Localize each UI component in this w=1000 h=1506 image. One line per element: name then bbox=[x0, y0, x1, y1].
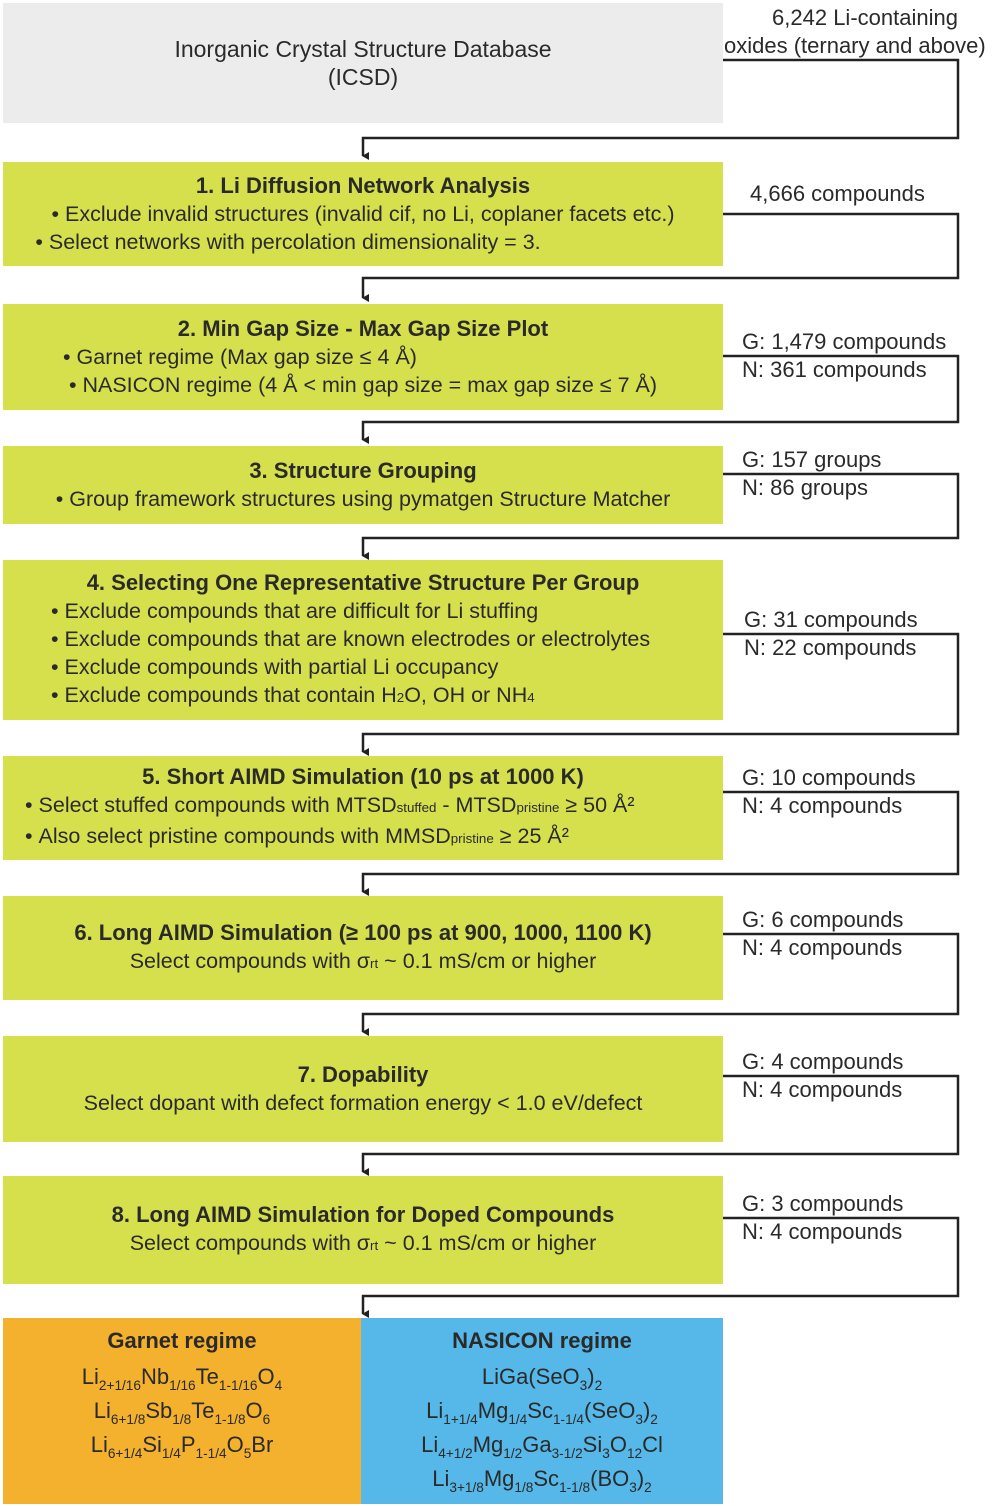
garnet-formula bbox=[3, 1360, 361, 1394]
step-5-bullet-2-text: Also select pristine compounds with MMSD bbox=[38, 824, 451, 848]
formula-element: Li bbox=[426, 1398, 444, 1423]
formula-element: Li bbox=[432, 1466, 450, 1491]
step-1-bullet-1: • Exclude invalid structures (invalid cif, no Li, coplaner facets etc.) bbox=[3, 200, 723, 228]
formula-element: O bbox=[226, 1432, 244, 1457]
step-3-count-line2: N: 86 groups bbox=[742, 475, 868, 500]
step-5-bullet-2-post: ≥ 25 Å² bbox=[493, 824, 569, 848]
step-8-count-line2: N: 4 compounds bbox=[742, 1219, 903, 1244]
nasicon-formula bbox=[361, 1462, 723, 1496]
icsd-abbrev: (ICSD) bbox=[327, 64, 399, 90]
garnet-formula-list bbox=[3, 1360, 361, 1462]
formula-subscript: 2+1/16 bbox=[98, 1378, 141, 1394]
nasicon-formula bbox=[361, 1360, 723, 1394]
formula-element: Mg bbox=[483, 1466, 515, 1491]
step-4-box bbox=[3, 560, 723, 720]
formula-subscript: 1/4 bbox=[508, 1412, 528, 1428]
initial-count-line1: 6,242 Li-containing bbox=[772, 5, 958, 30]
step-1-count-line1: 4,666 compounds bbox=[750, 181, 925, 206]
step-7-count bbox=[742, 1048, 903, 1104]
formula-subscript: 3 bbox=[635, 1412, 643, 1428]
formula-element: Sc bbox=[527, 1398, 553, 1423]
formula-element: LiGa(SeO bbox=[481, 1364, 580, 1389]
step-8-line bbox=[3, 1229, 723, 1260]
formula-subscript: 5 bbox=[243, 1446, 252, 1462]
formula-subscript: 1/8 bbox=[514, 1480, 534, 1496]
step-7-box bbox=[3, 1036, 723, 1142]
step-5-bullet-1 bbox=[25, 791, 723, 822]
formula-subscript: 1-1/8 bbox=[559, 1480, 591, 1496]
step-2-title: 2. Min Gap Size - Max Gap Size Plot bbox=[177, 316, 549, 341]
formula-element: (BO bbox=[590, 1466, 630, 1491]
formula-element: Te bbox=[195, 1364, 219, 1389]
garnet-formula bbox=[3, 1428, 361, 1462]
formula-subscript: 3+1/8 bbox=[449, 1480, 484, 1496]
step-4-bullet-4-text-post: O, OH or NH bbox=[404, 682, 528, 707]
step-6-count-line2: N: 4 compounds bbox=[742, 935, 903, 960]
step-4-count-line1: G: 31 compounds bbox=[744, 607, 918, 632]
formula-subscript: 1/8 bbox=[172, 1412, 192, 1428]
step-6-box bbox=[3, 896, 723, 1000]
formula-subscript: 2 bbox=[644, 1480, 652, 1496]
step-3-box bbox=[3, 446, 723, 524]
garnet-formula bbox=[3, 1394, 361, 1428]
step-2-count-line1: G: 1,479 compounds bbox=[742, 329, 947, 354]
formula-subscript: 1+1/4 bbox=[443, 1412, 478, 1428]
step-4-bullet-1: • Exclude compounds that are difficult for Li stuffing bbox=[51, 597, 723, 625]
formula-element: ) bbox=[642, 1398, 651, 1423]
garnet-regime-title: Garnet regime bbox=[107, 1328, 257, 1353]
step-6-line-post: ~ 0.1 mS/cm or higher bbox=[378, 948, 597, 973]
step-5-count bbox=[742, 764, 916, 820]
step-6-line bbox=[3, 947, 723, 978]
icsd-box bbox=[3, 3, 723, 123]
step-6-title: 6. Long AIMD Simulation (≥ 100 ps at 900, 1000, 1100 K) bbox=[74, 919, 652, 945]
step-1-bullet-2: • Select networks with percolation dimensionality = 3. bbox=[3, 228, 573, 256]
formula-subscript: 2 bbox=[650, 1412, 658, 1428]
formula-element: Si bbox=[142, 1432, 162, 1457]
step-5-bullet-1-post: ≥ 50 Å² bbox=[559, 793, 635, 817]
step-2-box bbox=[3, 304, 723, 410]
icsd-title: Inorganic Crystal Structure Database bbox=[174, 36, 552, 62]
step-6-count bbox=[742, 906, 903, 962]
step-4-bullet-3: • Exclude compounds with partial Li occupancy bbox=[51, 653, 723, 681]
formula-element: (SeO bbox=[584, 1398, 636, 1423]
formula-element: ) bbox=[587, 1364, 595, 1389]
step-6-line-text: Select compounds with σ bbox=[129, 948, 371, 973]
step-5-bullet-2 bbox=[25, 822, 723, 853]
step-5-count-line1: G: 10 compounds bbox=[742, 765, 916, 790]
garnet-regime-box bbox=[3, 1318, 361, 1504]
step-4-bullet-4-sub2: 4 bbox=[527, 689, 535, 705]
formula-element: P bbox=[180, 1432, 196, 1457]
formula-subscript: 2 bbox=[594, 1378, 603, 1394]
step-5-bullet-1-text: Select stuffed compounds with MTSD bbox=[38, 793, 397, 817]
step-4-bullet-4 bbox=[51, 681, 723, 712]
formula-element: Mg bbox=[472, 1432, 504, 1457]
formula-element: ) bbox=[636, 1466, 645, 1491]
formula-element: O bbox=[609, 1432, 627, 1457]
step-5-sub-pristine-2: pristine bbox=[450, 831, 494, 846]
step-8-title: 8. Long AIMD Simulation for Doped Compounds bbox=[111, 1201, 615, 1227]
formula-element: Ga bbox=[522, 1432, 552, 1457]
formula-element: O bbox=[245, 1398, 263, 1423]
nasicon-formula bbox=[361, 1428, 723, 1462]
step-5-box bbox=[3, 756, 723, 860]
step-5-sub-pristine: pristine bbox=[516, 800, 560, 815]
step-4-count-line2: N: 22 compounds bbox=[744, 635, 917, 660]
formula-subscript: 1/2 bbox=[503, 1446, 523, 1462]
step-6-count-line1: G: 6 compounds bbox=[742, 907, 904, 932]
step-4-title: 4. Selecting One Representative Structure Per Group bbox=[86, 569, 640, 595]
nasicon-formula-list bbox=[361, 1360, 723, 1496]
formula-element: Sb bbox=[145, 1398, 173, 1423]
step-1-count bbox=[750, 180, 925, 208]
formula-subscript: 1-1/8 bbox=[214, 1412, 246, 1428]
step-1-box bbox=[3, 162, 723, 266]
formula-element: Sc bbox=[533, 1466, 560, 1491]
formula-subscript: 3 bbox=[579, 1378, 588, 1394]
formula-element: Te bbox=[191, 1398, 215, 1423]
formula-element: Li bbox=[421, 1432, 439, 1457]
formula-element: Mg bbox=[477, 1398, 509, 1423]
step-6-sub-rt: rt bbox=[370, 955, 379, 971]
step-7-count-line2: N: 4 compounds bbox=[742, 1077, 903, 1102]
formula-subscript: 1-1/4 bbox=[552, 1412, 585, 1428]
step-2-count bbox=[742, 328, 946, 384]
step-7-title: 7. Dopability bbox=[297, 1062, 429, 1087]
formula-subscript: 1/16 bbox=[169, 1378, 196, 1394]
step-4-bullet-2: • Exclude compounds that are known electrodes or electrolytes bbox=[51, 625, 723, 653]
step-8-count bbox=[742, 1190, 903, 1246]
nasicon-formula bbox=[361, 1394, 723, 1428]
step-5-title: 5. Short AIMD Simulation (10 ps at 1000 K) bbox=[142, 764, 584, 789]
step-5-sub-stuffed: stuffed bbox=[396, 800, 437, 815]
step-4-count bbox=[744, 606, 918, 662]
formula-element: Nb bbox=[140, 1364, 170, 1389]
formula-subscript: 1-1/16 bbox=[218, 1378, 258, 1394]
step-3-title: 3. Structure Grouping bbox=[249, 458, 477, 483]
step-3-count-line1: G: 157 groups bbox=[742, 447, 882, 472]
step-8-sub-rt: rt bbox=[370, 1237, 379, 1253]
step-8-line-text: Select compounds with σ bbox=[129, 1230, 371, 1255]
step-4-bullet-4-text: Exclude compounds that contain H bbox=[64, 682, 397, 707]
formula-subscript: 3 bbox=[629, 1480, 637, 1496]
formula-element: Si bbox=[582, 1432, 603, 1457]
formula-subscript: 6+1/4 bbox=[107, 1446, 143, 1462]
initial-count-line2: oxides (ternary and above) bbox=[724, 33, 986, 58]
step-8-line-post: ~ 0.1 mS/cm or higher bbox=[378, 1230, 597, 1255]
step-5-bullet-1-mid: - MTSD bbox=[436, 793, 517, 817]
step-2-bullet-1: • Garnet regime (Max gap size ≤ 4 Å) bbox=[3, 343, 477, 371]
formula-subscript: 3-1/2 bbox=[551, 1446, 583, 1462]
formula-element: Li bbox=[81, 1364, 99, 1389]
formula-element: Li bbox=[90, 1432, 108, 1457]
step-2-count-line2: N: 361 compounds bbox=[742, 357, 927, 382]
nasicon-regime-box bbox=[361, 1318, 723, 1504]
step-4-bullet-4-sub: 2 bbox=[396, 689, 405, 705]
step-3-count bbox=[742, 446, 881, 502]
formula-subscript: 4+1/2 bbox=[438, 1446, 473, 1462]
formula-subscript: 4 bbox=[274, 1378, 283, 1394]
step-7-line: Select dopant with defect formation energy < 1.0 eV/defect bbox=[83, 1091, 643, 1115]
step-5-count-line2: N: 4 compounds bbox=[742, 793, 903, 818]
step-1-title: 1. Li Diffusion Network Analysis bbox=[195, 173, 531, 198]
formula-subscript: 6 bbox=[262, 1412, 271, 1428]
formula-subscript: 6+1/8 bbox=[110, 1412, 146, 1428]
step-2-bullet-2: • NASICON regime (4 Å < min gap size = max gap size ≤ 7 Å) bbox=[3, 371, 723, 399]
formula-subscript: 12 bbox=[626, 1446, 643, 1462]
formula-element: O bbox=[257, 1364, 275, 1389]
formula-element: Li bbox=[93, 1398, 111, 1423]
formula-element: Br bbox=[251, 1432, 274, 1457]
nasicon-regime-title: NASICON regime bbox=[452, 1328, 632, 1353]
step-8-count-line1: G: 3 compounds bbox=[742, 1191, 904, 1216]
formula-subscript: 1/4 bbox=[161, 1446, 181, 1462]
initial-count bbox=[724, 4, 986, 60]
formula-subscript: 3 bbox=[602, 1446, 610, 1462]
formula-subscript: 1-1/4 bbox=[195, 1446, 227, 1462]
step-3-bullet-1: • Group framework structures using pymatgen Structure Matcher bbox=[3, 485, 723, 513]
step-7-count-line1: G: 4 compounds bbox=[742, 1049, 904, 1074]
step-8-box bbox=[3, 1176, 723, 1284]
formula-element: Cl bbox=[642, 1432, 663, 1457]
